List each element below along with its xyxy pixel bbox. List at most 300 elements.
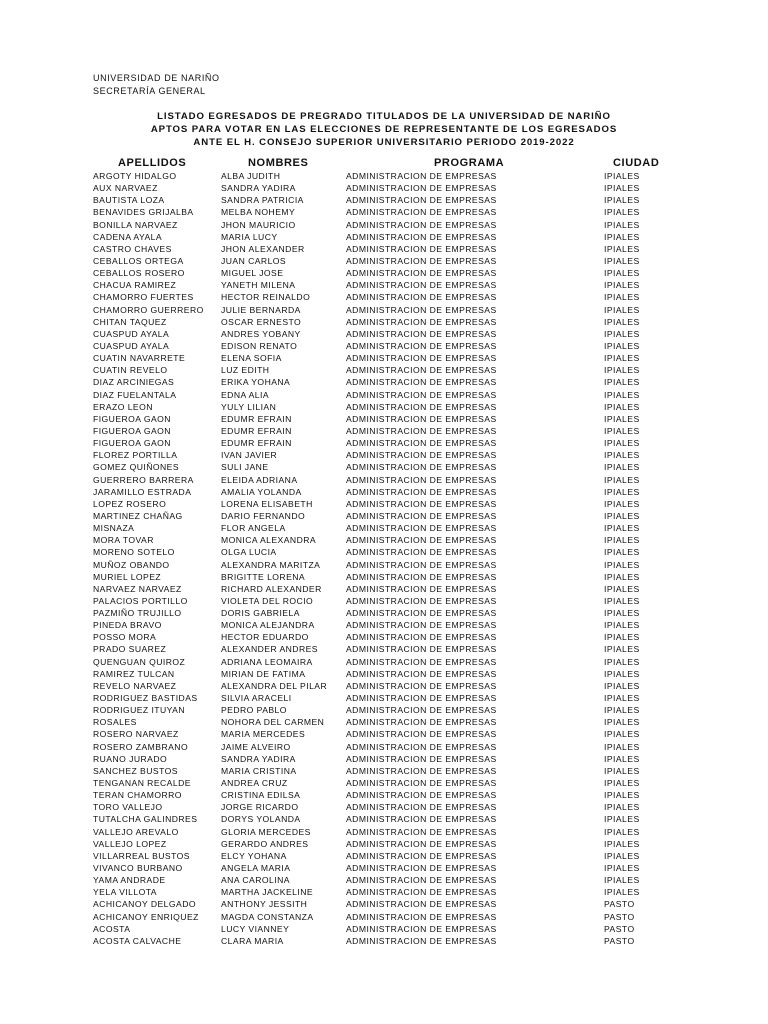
apellidos-cell: MARTINEZ CHAÑAG — [93, 510, 183, 521]
apellidos-cell: CUATIN REVELO — [93, 365, 168, 376]
nombres-cell: ELCY YOHANA — [221, 850, 287, 861]
ciudad-cell: IPIALES — [604, 268, 640, 279]
programa-cell: ADMINISTRACION DE EMPRESAS — [346, 255, 497, 266]
apellidos-cell: JARAMILLO ESTRADA — [93, 486, 192, 497]
table-row — [0, 583, 768, 595]
ciudad-cell: IPIALES — [604, 353, 640, 364]
ciudad-cell: IPIALES — [604, 183, 640, 194]
column-header-apellidos: APELLIDOS — [118, 157, 187, 169]
table-row — [0, 728, 768, 740]
table-row — [0, 389, 768, 401]
nombres-cell: ADRIANA LEOMAIRA — [221, 656, 313, 667]
table-row — [0, 328, 768, 340]
nombres-cell: ANGELA MARIA — [221, 863, 291, 874]
apellidos-cell: PAZMIÑO TRUJILLO — [93, 608, 182, 619]
programa-cell: ADMINISTRACION DE EMPRESAS — [346, 292, 497, 303]
apellidos-cell: CHITAN TAQUEZ — [93, 316, 167, 327]
apellidos-cell: GOMEZ QUIÑONES — [93, 462, 180, 473]
ciudad-cell: IPIALES — [604, 863, 640, 874]
table-row — [0, 182, 768, 194]
table-row — [0, 413, 768, 425]
ciudad-cell: PASTO — [604, 899, 635, 910]
programa-cell: ADMINISTRACION DE EMPRESAS — [346, 644, 497, 655]
nombres-cell: OSCAR ERNESTO — [221, 316, 302, 327]
table-row — [0, 170, 768, 182]
table-row — [0, 656, 768, 668]
programa-cell: ADMINISTRACION DE EMPRESAS — [346, 498, 497, 509]
ciudad-cell: IPIALES — [604, 765, 640, 776]
table-row — [0, 474, 768, 486]
table-row — [0, 716, 768, 728]
programa-cell: ADMINISTRACION DE EMPRESAS — [346, 899, 497, 910]
apellidos-cell: FIGUEROA GAON — [93, 413, 171, 424]
programa-cell: ADMINISTRACION DE EMPRESAS — [346, 668, 497, 679]
nombres-cell: VIOLETA DEL ROCIO — [221, 595, 314, 606]
ciudad-cell: IPIALES — [604, 377, 640, 388]
apellidos-cell: VIVANCO BURBANO — [93, 863, 183, 874]
apellidos-cell: TORO VALLEJO — [93, 802, 163, 813]
nombres-cell: RICHARD ALEXANDER — [221, 583, 322, 594]
ciudad-cell: IPIALES — [604, 608, 640, 619]
programa-cell: ADMINISTRACION DE EMPRESAS — [346, 741, 497, 752]
ciudad-cell: IPIALES — [604, 450, 640, 461]
nombres-cell: GERARDO ANDRES — [221, 838, 309, 849]
apellidos-cell: DIAZ FUELANTALA — [93, 389, 177, 400]
apellidos-cell: DIAZ ARCINIEGAS — [93, 377, 175, 388]
table-row — [0, 595, 768, 607]
apellidos-cell: YAMA ANDRADE — [93, 875, 166, 886]
ciudad-cell: IPIALES — [604, 425, 640, 436]
programa-cell: ADMINISTRACION DE EMPRESAS — [346, 850, 497, 861]
apellidos-cell: ERAZO LEON — [93, 401, 153, 412]
nombres-cell: JULIE BERNARDA — [221, 304, 301, 315]
nombres-cell: LUZ EDITH — [221, 365, 270, 376]
programa-cell: ADMINISTRACION DE EMPRESAS — [346, 571, 497, 582]
apellidos-cell: CASTRO CHAVES — [93, 243, 172, 254]
nombres-cell: ANDRES YOBANY — [221, 328, 301, 339]
ciudad-cell: IPIALES — [604, 486, 640, 497]
table-row — [0, 279, 768, 291]
ciudad-cell: IPIALES — [604, 753, 640, 764]
apellidos-cell: ARGOTY HIDALGO — [93, 171, 177, 181]
nombres-cell: ELEIDA ADRIANA — [221, 474, 298, 485]
programa-cell: ADMINISTRACION DE EMPRESAS — [346, 656, 497, 667]
programa-cell: ADMINISTRACION DE EMPRESAS — [346, 389, 497, 400]
ciudad-cell: IPIALES — [604, 620, 640, 631]
table-row — [0, 789, 768, 801]
ciudad-cell: IPIALES — [604, 523, 640, 534]
table-row — [0, 461, 768, 473]
nombres-cell: HECTOR EDUARDO — [221, 632, 309, 643]
ciudad-cell: IPIALES — [604, 632, 640, 643]
nombres-cell: ANDREA CRUZ — [221, 778, 288, 789]
nombres-cell: MIGUEL JOSE — [221, 268, 284, 279]
ciudad-cell: IPIALES — [604, 255, 640, 266]
nombres-cell: BRIGITTE LORENA — [221, 571, 306, 582]
programa-cell: ADMINISTRACION DE EMPRESAS — [346, 280, 497, 291]
nombres-cell: OLGA LUCIA — [221, 547, 277, 558]
apellidos-cell: RODRIGUEZ BASTIDAS — [93, 693, 198, 704]
ciudad-cell: IPIALES — [604, 292, 640, 303]
programa-cell: ADMINISTRACION DE EMPRESAS — [346, 693, 497, 704]
apellidos-cell: ROSERO NARVAEZ — [93, 729, 179, 740]
ciudad-cell: PASTO — [604, 923, 635, 934]
apellidos-cell: BONILLA NARVAEZ — [93, 219, 178, 230]
ciudad-cell: IPIALES — [604, 790, 640, 801]
apellidos-cell: CEBALLOS ROSERO — [93, 268, 185, 279]
nombres-cell: EDUMR EFRAIN — [221, 413, 292, 424]
table-row — [0, 838, 768, 850]
table-row — [0, 206, 768, 218]
ciudad-cell: IPIALES — [604, 401, 640, 412]
nombres-cell: MARIA LUCY — [221, 231, 278, 242]
table-row — [0, 437, 768, 449]
apellidos-cell: VALLEJO AREVALO — [93, 826, 179, 837]
programa-cell: ADMINISTRACION DE EMPRESAS — [346, 595, 497, 606]
nombres-cell: JHON MAURICIO — [221, 219, 296, 230]
ciudad-cell: IPIALES — [604, 826, 640, 837]
apellidos-cell: TUTALCHA GALINDRES — [93, 814, 198, 825]
column-header-programa: PROGRAMA — [434, 157, 505, 169]
nombres-cell: JHON ALEXANDER — [221, 243, 305, 254]
table-row — [0, 619, 768, 631]
ciudad-cell: IPIALES — [604, 510, 640, 521]
apellidos-cell: FIGUEROA GAON — [93, 438, 171, 449]
programa-cell: ADMINISTRACION DE EMPRESAS — [346, 778, 497, 789]
table-row — [0, 801, 768, 813]
apellidos-cell: NARVAEZ NARVAEZ — [93, 583, 182, 594]
apellidos-cell: BENAVIDES GRIJALBA — [93, 207, 194, 218]
ciudad-cell: IPIALES — [604, 207, 640, 218]
programa-cell: ADMINISTRACION DE EMPRESAS — [346, 802, 497, 813]
programa-cell: ADMINISTRACION DE EMPRESAS — [346, 717, 497, 728]
table-row — [0, 668, 768, 680]
table-row — [0, 546, 768, 558]
programa-cell: ADMINISTRACION DE EMPRESAS — [346, 887, 497, 898]
apellidos-cell: CUASPUD AYALA — [93, 340, 170, 351]
nombres-cell: YULY LILIAN — [221, 401, 277, 412]
nombres-cell: JORGE RICARDO — [221, 802, 299, 813]
apellidos-cell: FIGUEROA GAON — [93, 425, 171, 436]
nombres-cell: SULI JANE — [221, 462, 269, 473]
nombres-cell: MONICA ALEXANDRA — [221, 535, 317, 546]
nombres-cell: PEDRO PABLO — [221, 705, 287, 716]
programa-cell: ADMINISTRACION DE EMPRESAS — [346, 353, 497, 364]
nombres-cell: CLARA MARIA — [221, 935, 284, 946]
apellidos-cell: GUERRERO BARRERA — [93, 474, 194, 485]
programa-cell: ADMINISTRACION DE EMPRESAS — [346, 753, 497, 764]
apellidos-cell: VILLARREAL BUSTOS — [93, 850, 190, 861]
table-row — [0, 194, 768, 206]
nombres-cell: CRISTINA EDILSA — [221, 790, 301, 801]
programa-cell: ADMINISTRACION DE EMPRESAS — [346, 474, 497, 485]
programa-cell: ADMINISTRACION DE EMPRESAS — [346, 875, 497, 886]
ciudad-cell: IPIALES — [604, 340, 640, 351]
programa-cell: ADMINISTRACION DE EMPRESAS — [346, 316, 497, 327]
apellidos-cell: SANCHEZ BUSTOS — [93, 765, 178, 776]
nombres-cell: NOHORA DEL CARMEN — [221, 717, 325, 728]
nombres-cell: MONICA ALEJANDRA — [221, 620, 315, 631]
programa-cell: ADMINISTRACION DE EMPRESAS — [346, 935, 497, 946]
nombres-cell: ALEXANDER ANDRES — [221, 644, 318, 655]
nombres-cell: SANDRA YADIRA — [221, 753, 296, 764]
nombres-cell: MARIA MERCEDES — [221, 729, 306, 740]
apellidos-cell: LOPEZ ROSERO — [93, 498, 167, 509]
nombres-cell: JUAN CARLOS — [221, 255, 287, 266]
table-row — [0, 510, 768, 522]
table-row — [0, 874, 768, 886]
table-row — [0, 704, 768, 716]
apellidos-cell: TENGANAN RECALDE — [93, 778, 191, 789]
ciudad-cell: IPIALES — [604, 741, 640, 752]
table-row — [0, 243, 768, 255]
ciudad-cell: IPIALES — [604, 595, 640, 606]
ciudad-cell: IPIALES — [604, 644, 640, 655]
apellidos-cell: MORENO SOTELO — [93, 547, 175, 558]
apellidos-cell: TERAN CHAMORRO — [93, 790, 182, 801]
table-row — [0, 304, 768, 316]
ciudad-cell: IPIALES — [604, 316, 640, 327]
apellidos-cell: VALLEJO LOPEZ — [93, 838, 167, 849]
ciudad-cell: IPIALES — [604, 498, 640, 509]
column-header-ciudad: CIUDAD — [613, 157, 660, 169]
programa-cell: ADMINISTRACION DE EMPRESAS — [346, 171, 497, 181]
nombres-cell: LUCY VIANNEY — [221, 923, 290, 934]
apellidos-cell: REVELO NARVAEZ — [93, 680, 177, 691]
nombres-cell: LORENA ELISABETH — [221, 498, 313, 509]
nombres-cell: MARTHA JACKELINE — [221, 887, 314, 898]
table-row — [0, 425, 768, 437]
apellidos-cell: ACHICANOY DELGADO — [93, 899, 196, 910]
ciudad-cell: IPIALES — [604, 243, 640, 254]
ciudad-cell: IPIALES — [604, 171, 640, 181]
programa-cell: ADMINISTRACION DE EMPRESAS — [346, 790, 497, 801]
ciudad-cell: IPIALES — [604, 280, 640, 291]
apellidos-cell: ACHICANOY ENRIQUEZ — [93, 911, 199, 922]
nombres-cell: SILVIA ARACELI — [221, 693, 292, 704]
table-row — [0, 850, 768, 862]
table-row — [0, 680, 768, 692]
ciudad-cell: IPIALES — [604, 693, 640, 704]
programa-cell: ADMINISTRACION DE EMPRESAS — [346, 863, 497, 874]
apellidos-cell: PRADO SUAREZ — [93, 644, 167, 655]
ciudad-cell: PASTO — [604, 935, 635, 946]
table-row — [0, 559, 768, 571]
apellidos-cell: CHACUA RAMIREZ — [93, 280, 177, 291]
nombres-cell: IVAN JAVIER — [221, 450, 278, 461]
apellidos-cell: MISNAZA — [93, 523, 135, 534]
table-row — [0, 753, 768, 765]
table-row — [0, 352, 768, 364]
programa-cell: ADMINISTRACION DE EMPRESAS — [346, 243, 497, 254]
programa-cell: ADMINISTRACION DE EMPRESAS — [346, 425, 497, 436]
nombres-cell: AMALIA YOLANDA — [221, 486, 302, 497]
table-row — [0, 911, 768, 923]
table-row — [0, 741, 768, 753]
programa-cell: ADMINISTRACION DE EMPRESAS — [346, 183, 497, 194]
document-title-line-2: APTOS PARA VOTAR EN LAS ELECCIONES DE REPRESENTANTE DE LOS EGRESADOS — [150, 124, 618, 135]
apellidos-cell: CHAMORRO GUERRERO — [93, 304, 204, 315]
programa-cell: ADMINISTRACION DE EMPRESAS — [346, 632, 497, 643]
nombres-cell: DORIS GABRIELA — [221, 608, 300, 619]
table-row — [0, 777, 768, 789]
apellidos-cell: PALACIOS PORTILLO — [93, 595, 188, 606]
table-row — [0, 498, 768, 510]
table-row — [0, 813, 768, 825]
programa-cell: ADMINISTRACION DE EMPRESAS — [346, 923, 497, 934]
apellidos-cell: MURIEL LOPEZ — [93, 571, 162, 582]
programa-cell: ADMINISTRACION DE EMPRESAS — [346, 608, 497, 619]
apellidos-cell: RUANO JURADO — [93, 753, 168, 764]
apellidos-cell: MUÑOZ OBANDO — [93, 559, 170, 570]
table-row — [0, 765, 768, 777]
programa-cell: ADMINISTRACION DE EMPRESAS — [346, 219, 497, 230]
nombres-cell: ALEXANDRA MARITZA — [221, 559, 321, 570]
ciudad-cell: IPIALES — [604, 838, 640, 849]
ciudad-cell: IPIALES — [604, 195, 640, 206]
table-row — [0, 923, 768, 935]
programa-cell: ADMINISTRACION DE EMPRESAS — [346, 462, 497, 473]
programa-cell: ADMINISTRACION DE EMPRESAS — [346, 510, 497, 521]
programa-cell: ADMINISTRACION DE EMPRESAS — [346, 523, 497, 534]
programa-cell: ADMINISTRACION DE EMPRESAS — [346, 377, 497, 388]
ciudad-cell: IPIALES — [604, 231, 640, 242]
apellidos-cell: RAMIREZ TULCAN — [93, 668, 175, 679]
table-row — [0, 607, 768, 619]
nombres-cell: HECTOR REINALDO — [221, 292, 311, 303]
programa-cell: ADMINISTRACION DE EMPRESAS — [346, 450, 497, 461]
programa-cell: ADMINISTRACION DE EMPRESAS — [346, 547, 497, 558]
ciudad-cell: PASTO — [604, 911, 635, 922]
apellidos-cell: CUATIN NAVARRETE — [93, 353, 186, 364]
ciudad-cell: IPIALES — [604, 547, 640, 558]
apellidos-cell: CHAMORRO FUERTES — [93, 292, 194, 303]
document-title-line-3: ANTE EL H. CONSEJO SUPERIOR UNIVERSITARIO PERIODO 2019-2022 — [193, 137, 575, 148]
ciudad-cell: IPIALES — [604, 413, 640, 424]
nombres-cell: ALBA JUDITH — [221, 171, 281, 181]
apellidos-cell: POSSO MORA — [93, 632, 157, 643]
apellidos-cell: CEBALLOS ORTEGA — [93, 255, 184, 266]
apellidos-cell: FLOREZ PORTILLA — [93, 450, 178, 461]
table-row — [0, 643, 768, 655]
table-row — [0, 862, 768, 874]
ciudad-cell: IPIALES — [604, 717, 640, 728]
nombres-cell: ERIKA YOHANA — [221, 377, 291, 388]
programa-cell: ADMINISTRACION DE EMPRESAS — [346, 365, 497, 376]
ciudad-cell: IPIALES — [604, 814, 640, 825]
table-row — [0, 219, 768, 231]
table-row — [0, 340, 768, 352]
programa-cell: ADMINISTRACION DE EMPRESAS — [346, 729, 497, 740]
apellidos-cell: ACOSTA CALVACHE — [93, 935, 182, 946]
programa-cell: ADMINISTRACION DE EMPRESAS — [346, 765, 497, 776]
programa-cell: ADMINISTRACION DE EMPRESAS — [346, 328, 497, 339]
apellidos-cell: ACOSTA — [93, 923, 131, 934]
ciudad-cell: IPIALES — [604, 535, 640, 546]
table-row — [0, 886, 768, 898]
ciudad-cell: IPIALES — [604, 219, 640, 230]
nombres-cell: EDISON RENATO — [221, 340, 298, 351]
programa-cell: ADMINISTRACION DE EMPRESAS — [346, 207, 497, 218]
programa-cell: ADMINISTRACION DE EMPRESAS — [346, 705, 497, 716]
programa-cell: ADMINISTRACION DE EMPRESAS — [346, 826, 497, 837]
table-row — [0, 364, 768, 376]
table-row — [0, 571, 768, 583]
ciudad-cell: IPIALES — [604, 474, 640, 485]
table-row — [0, 255, 768, 267]
table-row — [0, 291, 768, 303]
apellidos-cell: ROSALES — [93, 717, 137, 728]
programa-cell: ADMINISTRACION DE EMPRESAS — [346, 195, 497, 206]
apellidos-cell: YELA VILLOTA — [93, 887, 157, 898]
table-row — [0, 826, 768, 838]
ciudad-cell: IPIALES — [604, 571, 640, 582]
programa-cell: ADMINISTRACION DE EMPRESAS — [346, 413, 497, 424]
nombres-cell: DARIO FERNANDO — [221, 510, 306, 521]
programa-cell: ADMINISTRACION DE EMPRESAS — [346, 680, 497, 691]
table-row — [0, 935, 768, 947]
table-row — [0, 231, 768, 243]
nombres-cell: MARIA CRISTINA — [221, 765, 297, 776]
nombres-cell: SANDRA YADIRA — [221, 183, 296, 194]
programa-cell: ADMINISTRACION DE EMPRESAS — [346, 814, 497, 825]
programa-cell: ADMINISTRACION DE EMPRESAS — [346, 838, 497, 849]
table-row — [0, 376, 768, 388]
apellidos-cell: BAUTISTA LOZA — [93, 195, 165, 206]
ciudad-cell: IPIALES — [604, 802, 640, 813]
document-title-line-1: LISTADO EGRESADOS DE PREGRADO TITULADOS DE LA UNIVERSIDAD DE NARIÑO — [157, 111, 611, 122]
nombres-cell: DORYS YOLANDA — [221, 814, 301, 825]
nombres-cell: MAGDA CONSTANZA — [221, 911, 314, 922]
table-row — [0, 692, 768, 704]
nombres-cell: EDNA ALIA — [221, 389, 269, 400]
ciudad-cell: IPIALES — [604, 887, 640, 898]
graduates-table — [0, 170, 768, 947]
apellidos-cell: MORA TOVAR — [93, 535, 154, 546]
nombres-cell: GLORIA MERCEDES — [221, 826, 311, 837]
programa-cell: ADMINISTRACION DE EMPRESAS — [346, 268, 497, 279]
ciudad-cell: IPIALES — [604, 850, 640, 861]
nombres-cell: ELENA SOFIA — [221, 353, 282, 364]
nombres-cell: MELBA NOHEMY — [221, 207, 296, 218]
table-row — [0, 631, 768, 643]
table-row — [0, 486, 768, 498]
table-row — [0, 898, 768, 910]
programa-cell: ADMINISTRACION DE EMPRESAS — [346, 620, 497, 631]
nombres-cell: ALEXANDRA DEL PILAR — [221, 680, 328, 691]
nombres-cell: FLOR ANGELA — [221, 523, 286, 534]
ciudad-cell: IPIALES — [604, 462, 640, 473]
ciudad-cell: IPIALES — [604, 559, 640, 570]
column-header-nombres: NOMBRES — [248, 157, 309, 169]
ciudad-cell: IPIALES — [604, 656, 640, 667]
table-row — [0, 534, 768, 546]
programa-cell: ADMINISTRACION DE EMPRESAS — [346, 304, 497, 315]
apellidos-cell: AUX NARVAEZ — [93, 183, 158, 194]
programa-cell: ADMINISTRACION DE EMPRESAS — [346, 438, 497, 449]
table-row — [0, 267, 768, 279]
ciudad-cell: IPIALES — [604, 778, 640, 789]
ciudad-cell: IPIALES — [604, 705, 640, 716]
ciudad-cell: IPIALES — [604, 438, 640, 449]
apellidos-cell: ROSERO ZAMBRANO — [93, 741, 189, 752]
table-row — [0, 449, 768, 461]
programa-cell: ADMINISTRACION DE EMPRESAS — [346, 340, 497, 351]
apellidos-cell: PINEDA BRAVO — [93, 620, 162, 631]
apellidos-cell: QUENGUAN QUIROZ — [93, 656, 186, 667]
nombres-cell: EDUMR EFRAIN — [221, 425, 292, 436]
ciudad-cell: IPIALES — [604, 328, 640, 339]
